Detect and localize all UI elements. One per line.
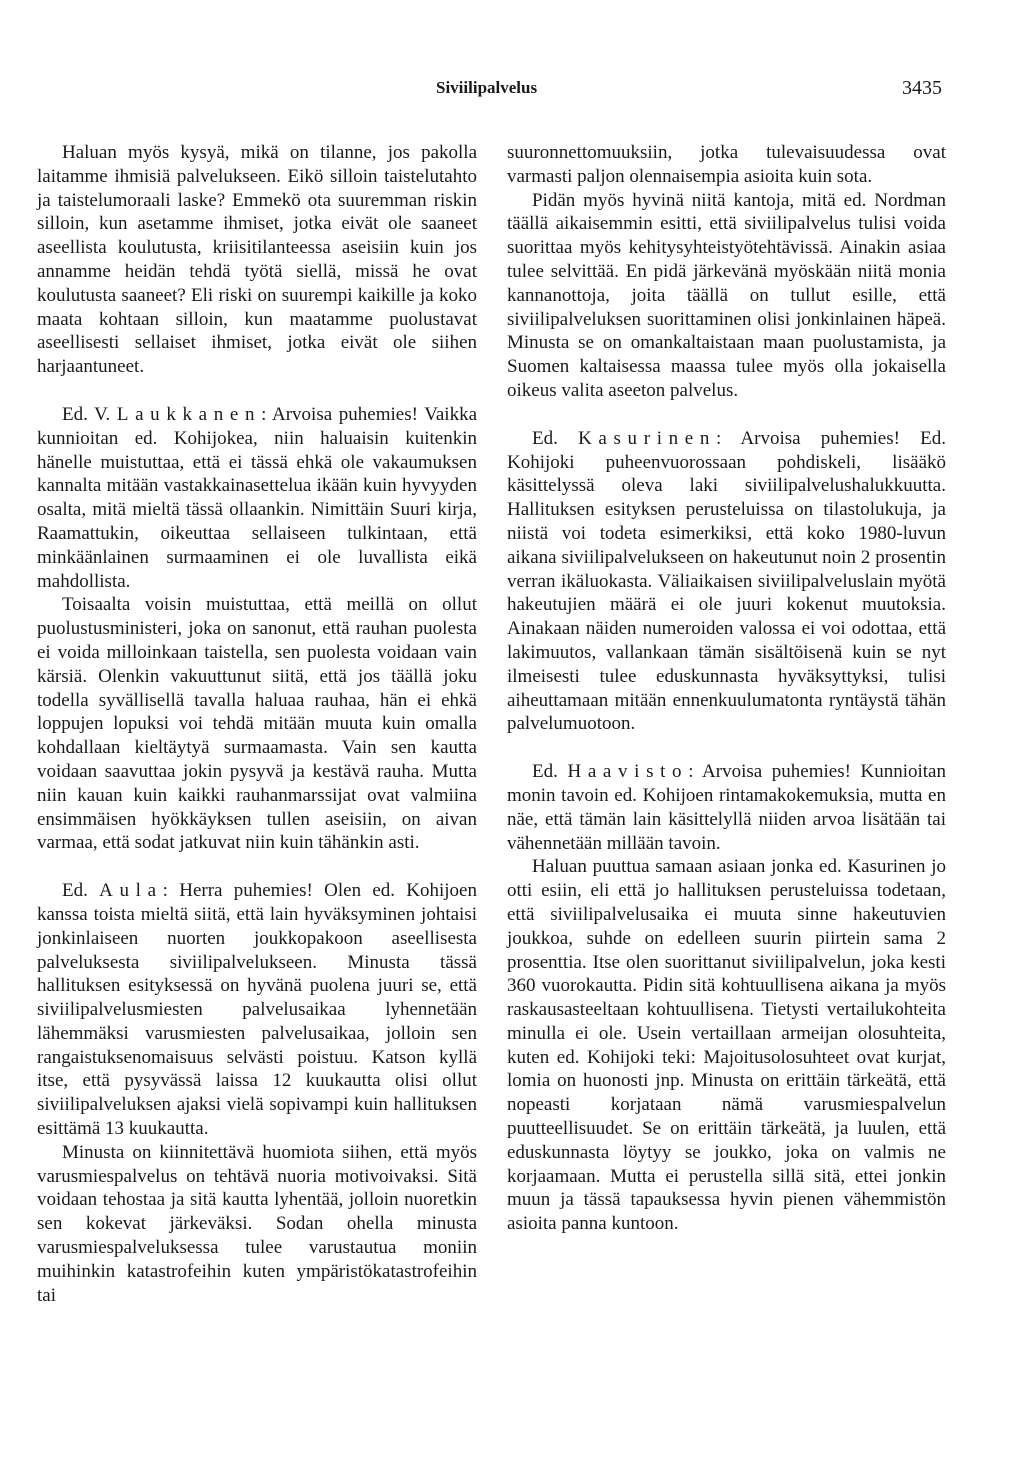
right-column <box>507 141 946 1236</box>
speaker-prefix: Ed. <box>532 761 568 783</box>
paragraph: Haluan puuttua samaan asiaan jonka ed. Kasurinen jo otti esiin, eli että jo hallituksen perusteluissa todetaan, että siviilipalvelusaika ei muuta sinne hakeutuvien joukkoa, suhde on edelleen suurin piirtein sama 2 prosenttia. Itse olen suorittanut siviilipalvelun, joka kesti 360 vuorokautta. Pidin sitä kohtuullisena aikana ja myös raskausasteeltaan kohtuullisena. Tietysti vertailukohteita minulla ei ole. Usein vertaillaan armeijan olosuhteita, kuten ed. Kohijoki teki: Majoitusolosuhteet ovat kurjat, lomia on huonosti jnp. Minusta on erittäin tärkeätä, että nopeasti korjataan nämä varusmiespalvelun puutteellisuudet. Se on erittäin tärkeätä, ja luulen, että eduskunnasta löytyy se joukko, joka on valmis ne korjaamaan. Mutta ei perustella sillä sitä, ettei jonkin muun ja tässä tapauksessa hyvin pienen vähemmistön asioita panna kuntoon. <box>507 856 946 1235</box>
speaker-prefix: Ed. V. <box>62 403 117 425</box>
speech-kasurinen <box>507 427 946 736</box>
speech-text: : Arvoisa puhemies! Kunnioitan monin tavoin ed. Kohijoen rintamakokemuksia, mutta en näe, että tämän lain käsittelyllä niiden arvoa lisätään tai vähennetään millään tavoin. <box>507 761 946 854</box>
paragraph: suuronnettomuuksiin, jotka tulevaisuudessa ovat varmasti paljon olennaisempia asioita kuin sota. <box>507 142 946 187</box>
speech-text: : Arvoisa puhemies! Ed. Kohijoki puheenvuorossaan pohdiskeli, lisääkö käsittelyssä oleva laki siviilipalvelushalukkuutta. Hallituksen esityksen perusteluissa on tilastolukuja, ja niistä voi todeta esimerkiksi, että koko 1980-luvun aikana siviilipalvelukseen on hakeutunut noin 2 prosentin verran ikäluokasta. Väliaikaisen siviilipalveluslain myötä hakeutujien määrä ei ole juuri kokenut muutoksia. Ainakaan näiden numeroiden valossa ei voi odottaa, että lakimuutos, vallankaan tämän sisältöisenä kuin se nyt ilmeisesti tulee eduskunnasta hyväksyttyksi, tulisi aiheuttamaan mitään ennenkuulumatonta ryntäystä tähän palvelumuotoon. <box>507 427 946 735</box>
paragraph: Toisaalta voisin muistuttaa, että meillä on ollut puolustusministeri, joka on sanonut, että rauhan puolesta ei voida milloinkaan taistella, sen puolesta voidaan vain kärsiä. Olenkin vakuuttunut siitä, että jos täällä joku todella syvällisellä tavalla haluaa rauhaa, hän ei ehkä loppujen lopuksi voi tehdä mitään muuta kuin omalla kohdallaan kieltäytyä surmaamasta. Vain sen kautta voidaan saavuttaa jokin pysyvä ja kestävä rauha. Mutta niin kauan kuin kaikki rauhanmarssijat ovat valmiina ensimmäisen hyökkäyksen tullen aseisiin, on aivan varmaa, että sodat jatkuvat niin kuin tähänkin asti. <box>37 594 477 854</box>
speech-haavisto <box>507 760 946 855</box>
page-number: 3435 <box>902 77 942 99</box>
speaker-prefix: Ed. <box>62 880 100 902</box>
paragraph: Pidän myös hyvinä niitä kantoja, mitä ed. Nordman täällä aikaisemmin esitti, että siviilipalvelus tulisi voida suorittaa myös kehitysyhteistyötehtävissä. Ainakin asiaa tulee selvittää. En pidä järkevänä myöskään niitä monia kannanottoja, joita täällä on tullut esille, että siviilipalveluksen suorittaminen olisi jonkinlainen häpeä. Minusta se on omankaltaistaan maan puolustamista, ja Suomen kaltaisessa maassa tulee myös olla jokaisella oikeus valita aseeton palvelus. <box>507 189 946 401</box>
left-column <box>37 141 477 1307</box>
speaker-name: Haavisto <box>567 761 689 783</box>
speaker-prefix: Ed. <box>532 427 579 449</box>
speech-text: : Arvoisa puhemies! Vaikka kunnioitan ed. Kohijokea, niin haluaisin kuitenkin hänelle muistuttaa, että ei tässä ehkä ole vakaumuksen kannalta mitään vastakkainasettelua ikään kuin hyvyyden osalta, mitä mieltä tässä ollaankin. Nimittäin Suuri kirja, Raamattukin, oikeuttaa sellaiseen tulkintaan, että minkäänlainen surmaaminen ei ole luvallista eikä mahdollista. <box>37 403 477 592</box>
paragraph: Haluan myös kysyä, mikä on tilanne, jos pakolla laitamme ihmisiä palvelukseen. Eikö silloin taistelutahto ja taistelumoraali laske? Emmekö ota suuremman riskin silloin, kun asetamme ihmiset, jotka eivät ole saaneet aseellista koulutusta, kriisitilanteessa aseisiin kuin jos annamme heidän tehdä työtä siellä, missä he ovat koulutusta saaneet? Eli riski on suurempi kaikille ja koko maata kohtaan silloin, kun maatamme puolustavat aseellisesti sellaiset ihmiset, jotka eivät ole siihen harjaantuneet. <box>37 142 477 378</box>
speech-aula <box>37 879 477 1141</box>
running-header-title: Siviilipalvelus <box>436 78 538 97</box>
speaker-name: Laukkanen <box>116 403 262 425</box>
speaker-name: Aula <box>99 880 163 902</box>
paragraph: Minusta on kiinnitettävä huomiota siihen, että myös varusmiespalvelus on tehtävä nuoria motivoivaksi. Sitä voidaan tehostaa ja sitä kautta lyhentää, jolloin nuoretkin sen kokevat järkeväksi. Sodan ohella minusta varusmiespalveluksessa tulee varustautua moniin muihinkin katastrofeihin kuten ympäristökatastrofeihin tai <box>37 1141 477 1306</box>
speech-text: : Herra puhemies! Olen ed. Kohijoen kanssa toista mieltä siitä, että lain hyväksyminen johtaisi jonkinlaiseen nuorten joukkopakoon aseellisesta palveluksesta siviilipalvelukseen. Minusta tässä hallituksen esityksessä on hyvänä puolena juuri se, että siviilipalvelusmiesten palvelusaikaa lyhennetään lähemmäksi varusmiesten palvelusaikaa, jolloin sen rangaistuksenomaisuus selvästi poistuu. Katson kyllä itse, että pysyvässä laissa 12 kuukautta olisi ollut siviilipalveluksen ajaksi vielä sopivampi kuin hallituksen esittämä 13 kuukautta. <box>37 880 477 1140</box>
speech-laukkanen <box>37 403 477 593</box>
speaker-name: Kasurinen <box>578 427 716 449</box>
